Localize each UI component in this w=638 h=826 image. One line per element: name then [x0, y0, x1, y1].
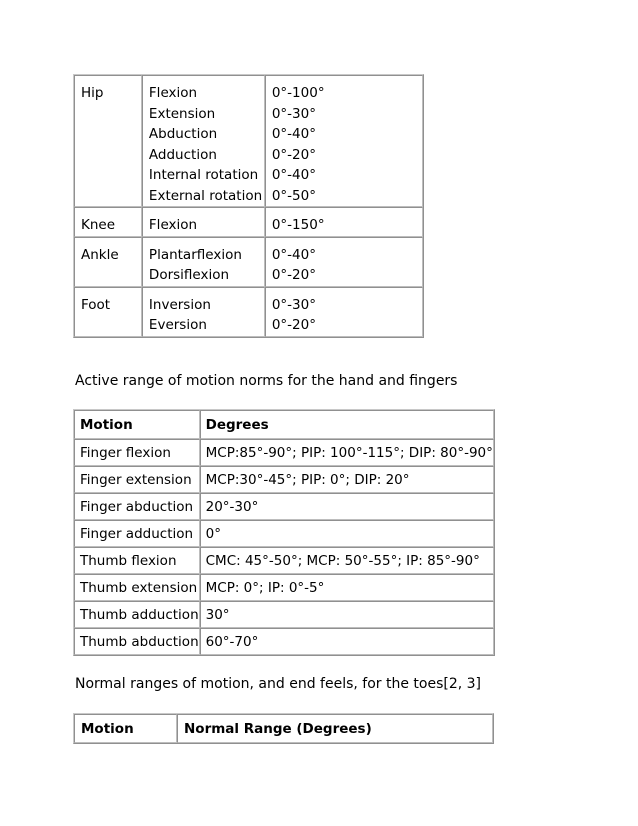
motion-cell: Thumb abduction: [74, 628, 200, 655]
column-header-motion: Motion: [74, 410, 200, 439]
degrees-cell: MCP:85°-90°; PIP: 100°-115°; DIP: 80°-90°: [200, 439, 494, 466]
motion-name: Eversion: [148, 317, 207, 333]
table-header-row: [74, 410, 494, 439]
motion-cell: Finger extension: [74, 466, 200, 493]
table-row: [74, 439, 494, 466]
motion-cell: Thumb adduction: [74, 601, 200, 628]
degree-value: 0°-20°: [271, 146, 316, 163]
degree-value: 0°-20°: [271, 267, 316, 283]
degree-cell: [265, 207, 423, 237]
degrees-cell: CMC: 45°-50°; MCP: 50°-55°; IP: 85°-90°: [200, 547, 494, 574]
degrees-cell: 60°-70°: [200, 628, 494, 655]
table-row: [74, 493, 494, 520]
table-row: [74, 237, 423, 287]
degree-value: 0°-150°: [271, 217, 325, 233]
motion-name: Extension: [148, 105, 216, 122]
degrees-cell: MCP: 0°; IP: 0°-5°: [200, 574, 494, 601]
degree-value: 0°-40°: [271, 126, 316, 142]
joint-cell: Foot: [74, 287, 142, 337]
motion-name: Adduction: [148, 146, 217, 163]
joint-cell: Knee: [74, 207, 142, 237]
motion-cell: Finger adduction: [74, 520, 200, 547]
table-row: [74, 601, 494, 628]
lower-limb-rom-table: [73, 74, 424, 338]
table-row: [74, 207, 423, 237]
table-row: [74, 287, 423, 337]
motion-name: Flexion: [148, 85, 198, 101]
table-header-row: [74, 714, 493, 743]
degrees-cell: MCP:30°-45°; PIP: 0°; DIP: 20°: [200, 466, 494, 493]
column-header-normal-range: Normal Range (Degrees): [177, 714, 493, 743]
degree-value: 0°-20°: [271, 317, 316, 333]
motion-cell: Thumb flexion: [74, 547, 200, 574]
motion-name: External rotation: [148, 187, 263, 204]
motion-name: Internal rotation: [148, 167, 259, 183]
degree-value: 0°-40°: [271, 246, 316, 263]
degree-value: 0°-100°: [271, 85, 325, 101]
degree-value: 0°-50°: [271, 187, 316, 204]
motion-cell: [142, 75, 265, 207]
motion-name: Inversion: [148, 296, 211, 313]
column-header-motion: Motion: [74, 714, 177, 743]
motion-name: Abduction: [148, 126, 218, 142]
degree-cell: [265, 75, 423, 207]
degrees-cell: 30°: [200, 601, 494, 628]
motion-cell: [142, 237, 265, 287]
degree-value: 0°-40°: [271, 167, 316, 183]
motion-name: Plantarflexion: [148, 246, 242, 263]
table-row: [74, 628, 494, 655]
motion-cell: Thumb extension: [74, 574, 200, 601]
column-header-degrees: Degrees: [200, 410, 494, 439]
motion-cell: [142, 287, 265, 337]
table-row: [74, 520, 494, 547]
table-row: [74, 547, 494, 574]
joint-cell: Hip: [74, 75, 142, 207]
joint-cell: Ankle: [74, 237, 142, 287]
degrees-cell: 20°-30°: [200, 493, 494, 520]
motion-cell: Finger abduction: [74, 493, 200, 520]
table-row: [74, 75, 423, 207]
hand-table-caption: Active range of motion norms for the hand and fingers: [75, 373, 458, 389]
motion-name: Dorsiflexion: [148, 267, 230, 283]
table-row: [74, 466, 494, 493]
toes-rom-table: [73, 713, 494, 744]
toes-table-caption: Normal ranges of motion, and end feels, for the toes[2, 3]: [75, 676, 481, 692]
degree-cell: [265, 237, 423, 287]
motion-cell: [142, 207, 265, 237]
degrees-cell: 0°: [200, 520, 494, 547]
degree-cell: [265, 287, 423, 337]
motion-name: Flexion: [148, 217, 198, 233]
hand-rom-table: [73, 409, 495, 656]
degree-value: 0°-30°: [271, 296, 316, 313]
motion-cell: Finger flexion: [74, 439, 200, 466]
table-row: [74, 574, 494, 601]
degree-value: 0°-30°: [271, 105, 316, 122]
